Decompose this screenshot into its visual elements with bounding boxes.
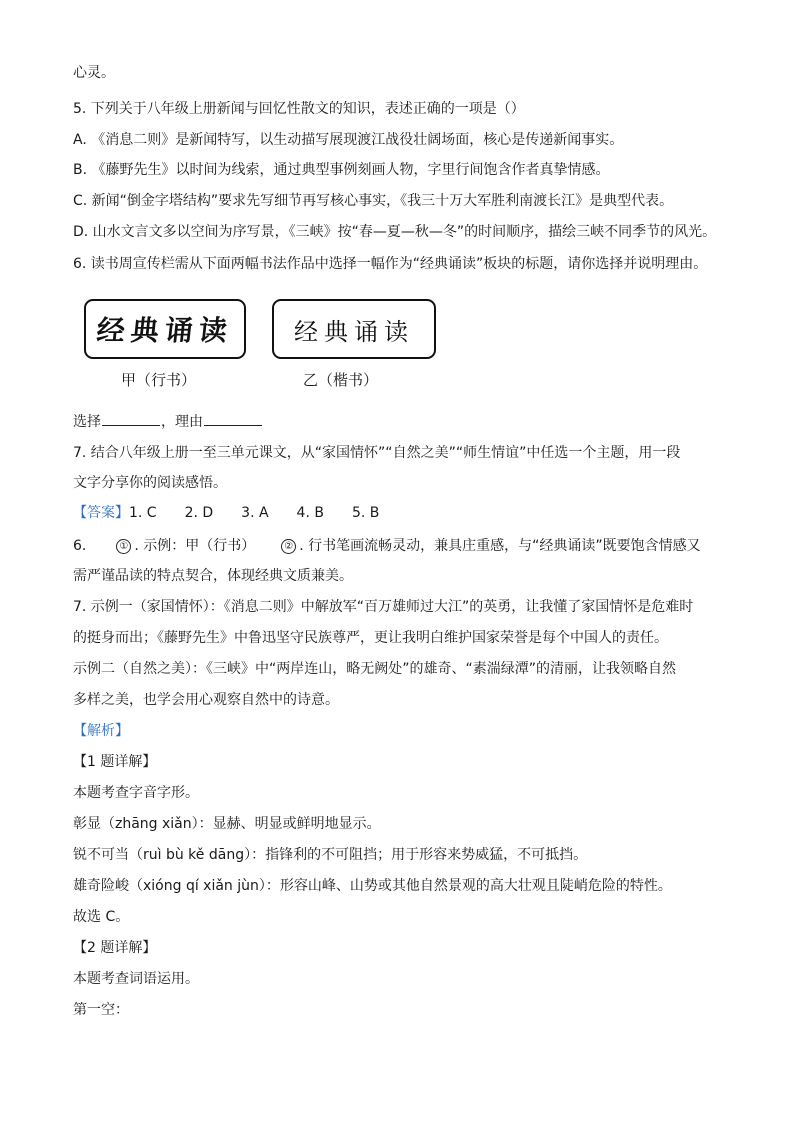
answer-7-example-2-cont: 多样之美，也学会用心观察自然中的诗意。	[73, 692, 339, 708]
question-7-cont: 文字分享你的阅读感悟。	[73, 475, 227, 491]
calligraphy-a-caption: 甲（行书）	[121, 371, 197, 389]
option-a: A. 《消息二则》是新闻特写，以生动描写展现渡江战役壮阔场面，核心是传递新闻事实。	[73, 132, 624, 148]
answer-6-num: 6.	[73, 538, 87, 554]
question-7: 7. 结合八年级上册一至三单元课文，从“家国情怀”“自然之美”“师生情谊”中任选一个主题，用一段	[73, 445, 681, 461]
answer-6-cont: 需严谨品读的特点契合，体现经典文质兼美。	[73, 568, 353, 584]
circled-one: ①	[116, 539, 131, 554]
choice-blank[interactable]	[102, 411, 160, 426]
text-line: 心灵。	[73, 65, 115, 81]
calligraphy-a-text: 经典诵读	[95, 314, 235, 347]
answer-line	[73, 503, 734, 523]
calligraphy-b-text: 经典诵读	[294, 317, 414, 346]
choice-line	[73, 411, 734, 432]
section-heading-1: 【1 题详解】	[73, 754, 157, 770]
answer-7-example-2: 示例二（自然之美）：《三峡》中“两岸连山，略无阙处”的雄奇、“素湍绿潭”的清丽，让我领略自然	[73, 661, 677, 677]
question-5: 5. 下列关于八年级上册新闻与回忆性散文的知识，表述正确的一项是（）	[73, 101, 525, 117]
reason-label: ，理由	[161, 414, 203, 430]
question-6: 6. 读书周宣传栏需从下面两幅书法作品中选择一幅作为“经典诵读”板块的标题，请你选择并说明理由。	[73, 256, 708, 272]
text-line: 雄奇险峻（xióng qí xiǎn jùn）：形容山峰、山势或其他自然景观的高大壮观且陡峭危险的特性。	[73, 878, 672, 894]
analysis-heading: 【解析】	[73, 723, 129, 739]
text-line: 本题考查词语运用。	[73, 971, 199, 987]
answer-7-example-1-cont: 的挺身而出；《藤野先生》中鲁迅坚守民族尊严，更让我明白维护国家荣誉是每个中国人的责任。	[73, 630, 668, 646]
calligraphy-b-box	[272, 299, 436, 359]
answer-6-part-1: . 示例：甲（行书）	[134, 538, 256, 554]
text-line: 第一空：	[73, 1002, 129, 1018]
option-b: B. 《藤野先生》以时间为线索，通过典型事例刻画人物，字里行间饱含作者真挚情感。	[73, 162, 610, 178]
choice-label: 选择	[73, 414, 101, 430]
reason-blank[interactable]	[204, 411, 262, 426]
text-line: 本题考查字音字形。	[73, 785, 199, 801]
answer-6	[73, 536, 734, 556]
section-heading-2: 【2 题详解】	[73, 940, 157, 956]
option-c: C. 新闻“倒金字塔结构”要求先写细节再写核心事实，《我三十万大军胜利南渡长江》是典型代表。	[73, 193, 674, 209]
answer-6-part-2: . 行书笔画流畅灵动，兼具庄重感，与“经典诵读”既要饱含情感又	[299, 538, 701, 554]
text-line: 锐不可当（ruì bù kě dāng）：指锋利的不可阻挡；用于形容来势威猛，不可抵挡。	[73, 847, 588, 863]
answer-values: 1. C 2. D 3. A 4. B 5. B	[129, 505, 380, 521]
answer-label: 【答案】	[73, 505, 129, 521]
text-line: 彰显（zhāng xiǎn）：显赫、明显或鲜明地显示。	[73, 816, 381, 832]
calligraphy-a-box	[84, 299, 246, 359]
answer-7-example-1: 7. 示例一（家国情怀）：《消息二则》中解放军“百万雄师过大江”的英勇，让我懂了家国情怀是危难时	[73, 599, 694, 615]
circled-two: ②	[281, 539, 296, 554]
option-d: D. 山水文言文多以空间为序写景，《三峡》按“春—夏—秋—冬”的时间顺序，描绘三峡不同季节的风光。	[73, 224, 717, 240]
calligraphy-b-caption: 乙（楷书）	[303, 371, 379, 389]
text-line: 故选 C。	[73, 909, 130, 925]
